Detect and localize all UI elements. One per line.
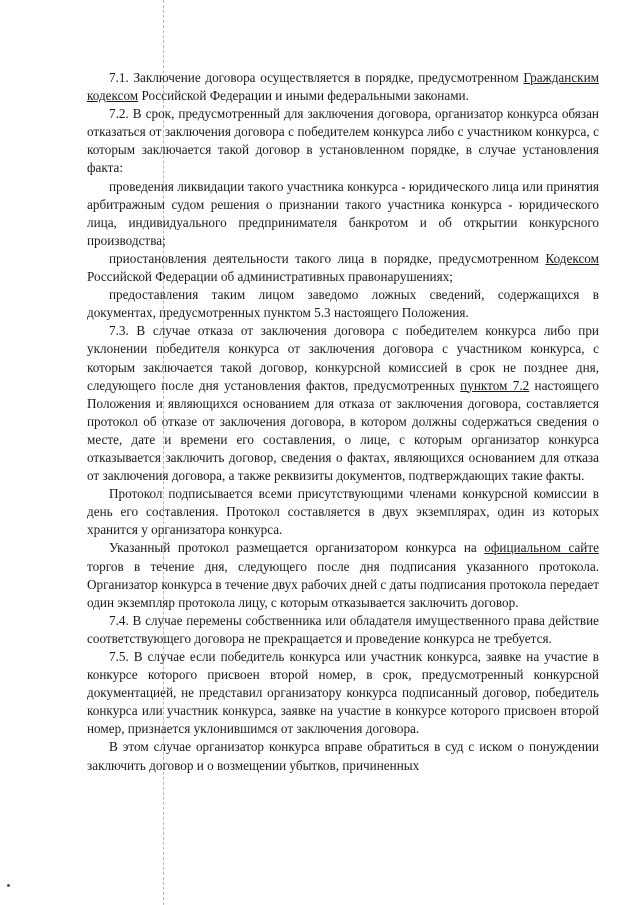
legal-reference-link[interactable]: Гражданским кодексом: [87, 70, 599, 104]
paragraph-text: Российской Федерации об административных правонарушениях;: [87, 269, 453, 285]
legal-reference-link[interactable]: пунктом 7.2: [460, 377, 530, 393]
paragraph-text: 7.1. Заключение договора осуществляется в порядке, предусмотренном: [109, 70, 524, 85]
paragraph-p7-1: [87, 69, 599, 105]
paragraph-text: Протокол подписывается всеми присутствующими членами конкурсной комиссии в день его составления. Протокол составляется в двух экземплярах, один из которых хранится у организатора конкурса.: [87, 486, 599, 538]
paragraph-p7-3: [87, 322, 599, 485]
paragraph-text: настоящего Положения и являющихся основанием для отказа от заключения договора, составляется протокол об отказе от заключения договора, в котором должны содержаться сведения о месте, дате и времени его составления, о лице, с которым организатор конкурса отказывается заключить договор, сведения о фактах, являющихся основанием для отказа от заключения договора, а также реквизиты документов, подтверждающих такие факты.: [87, 377, 600, 484]
paragraph-p7-2-b: [87, 250, 599, 286]
paragraph-text: 7.5. В случае если победитель конкурса или участник конкурса, заявке на участие в конкурсе которого присвоен второй номер, в срок, предусмотренный конкурсной документацией, не представил организатору конкурса подписанный договор, победитель конкурса или участник конкурса, заявке на участие в конкурсе которого присвоен второй номер, признается уклонившимся от заключения договора.: [87, 649, 599, 737]
paragraph-p7-4: [87, 612, 599, 648]
paragraph-text: В этом случае организатор конкурса вправе обратиться в суд с иском о понуждении заключить договор и о возмещении убытков, причиненных: [87, 739, 599, 773]
legal-reference-link[interactable]: официальном сайте: [484, 540, 599, 556]
document-body: [87, 69, 599, 775]
scan-dot-mark: [7, 884, 10, 887]
paragraph-p7-3-c: [87, 539, 599, 611]
paragraph-text: Указанный протокол размещается организатором конкурса на: [109, 540, 485, 556]
paragraph-p7-3-b: [87, 485, 599, 539]
paragraph-text: 7.3. В случае отказа от заключения договора с победителем конкурса либо при уклонении победителя конкурса от заключения договора с участником конкурса, с которым заключается такой договор, конкурсной комиссией в срок не позднее дня, следующего после дня установления фактов, предусмотренных: [87, 323, 599, 393]
paragraph-text: приостановления деятельности такого лица в порядке, предусмотренном: [109, 250, 546, 266]
legal-reference-link[interactable]: Кодексом: [545, 250, 599, 266]
paragraph-text: торгов в течение дня, следующего после дня подписания указанного протокола. Организатор конкурса в течение двух рабочих дней с даты подписания протокола передает один экземпляр протокола лицу, с которым отказывается заключить договор.: [87, 558, 599, 610]
paragraph-p7-5-b: [87, 738, 599, 774]
paragraph-text: 7.4. В случае перемены собственника или обладателя имущественного права действие соответствующего договора не прекращается и проведение конкурса не требуется.: [87, 612, 599, 646]
paragraph-text: предоставления таким лицом заведомо ложных сведений, содержащихся в документах, предусмотренных пунктом 5.3 настоящего Положения.: [87, 287, 599, 321]
paragraph-text: проведения ликвидации такого участника конкурса - юридического лица или принятия арбитражным судом решения о признании такого участника конкурса - юридического лица, индивидуального предпринимателя банкротом и об открытии конкурсного производства;: [87, 178, 599, 248]
paragraph-p7-2-a: [87, 178, 599, 250]
paragraph-text: 7.2. В срок, предусмотренный для заключения договора, организатор конкурса обязан отказаться от заключения договора с победителем конкурса либо с участником конкурса, с которым заключается такой договор в установленном порядке, в случае установления факта:: [87, 106, 599, 176]
paragraph-p7-2: [87, 105, 599, 177]
paragraph-text: Российской Федерации и иными федеральными законами.: [138, 88, 469, 104]
paragraph-p7-5: [87, 648, 599, 738]
paragraph-p7-2-c: [87, 286, 599, 322]
